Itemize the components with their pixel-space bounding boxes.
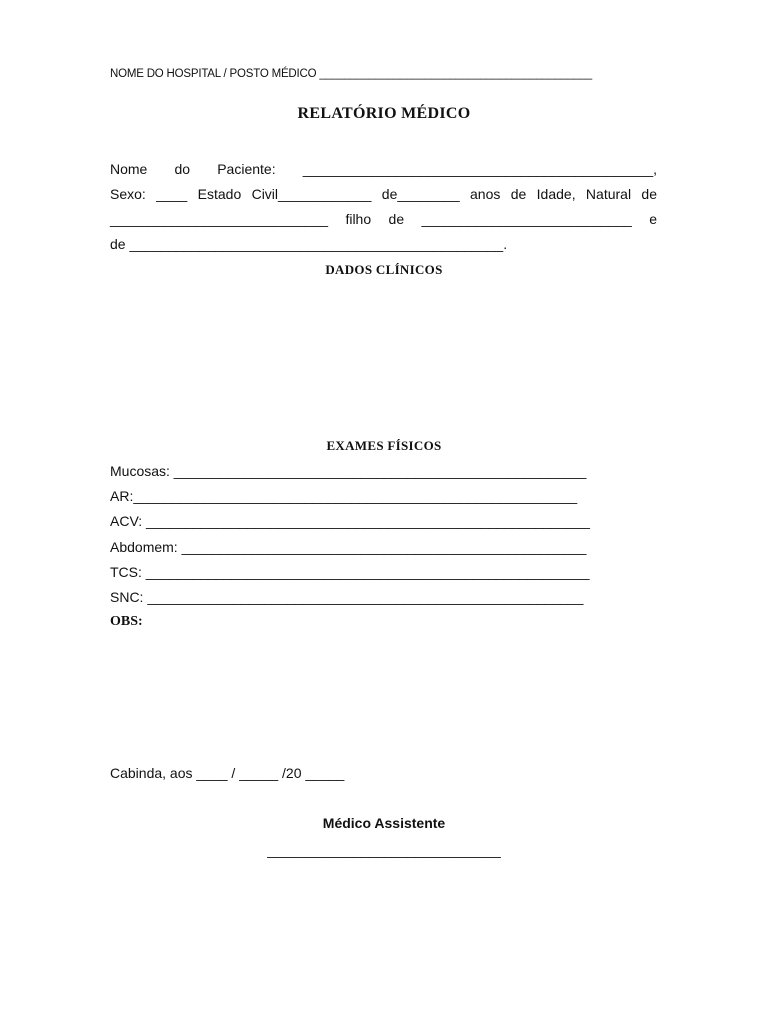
exam-ar-field: AR:_________________________________________________________ [110,488,578,504]
patient-sex-civil-status-line: Sexo: ____ Estado Civil____________ de________ anos de Idade, Natural de [110,186,657,202]
exam-mucosas-field: Mucosas: _____________________________________________________ [110,463,587,479]
patient-name-line: Nome do Paciente: _____________________________________________, [110,161,657,177]
exam-snc-field: SNC: ________________________________________________________ [110,589,584,605]
signature-line: ______________________________ [267,842,501,858]
obs-label: OBS: [110,614,143,629]
hospital-name-line: NOME DO HOSPITAL / POSTO MÉDICO ____________________________________________ [110,68,592,80]
exam-abdomem-field: Abdomem: ____________________________________________________ [110,539,587,555]
clinical-data-line: ________________________________________________________________ [110,313,609,327]
clinical-data-line: ________________________________________________________________ [110,389,609,403]
clinical-data-line: ________________________________________________________________ [110,338,609,352]
date-place-line: Cabinda, aos ____ / _____ /20 _____ [110,765,345,781]
physical-exams-heading: EXAMES FÍSICOS [326,438,442,453]
clinical-data-line: ________________________________________________________________ [110,364,609,378]
exam-acv-field: ACV: _________________________________________________________ [110,513,590,529]
signature-title: Médico Assistente [322,815,446,831]
patient-parent-line: de ________________________________________________. [110,236,508,252]
document-title: RELATÓRIO MÉDICO [297,105,471,122]
exam-tcs-field: TCS: _________________________________________________________ [110,564,590,580]
clinical-data-line: ________________________________________________________________ [110,288,609,302]
clinical-data-line: ________________________________________________________________ [110,414,609,428]
clinical-data-heading: DADOS CLÍNICOS [325,262,443,277]
patient-origin-parent-line: ____________________________ filho de ___________________________ e [110,211,657,227]
